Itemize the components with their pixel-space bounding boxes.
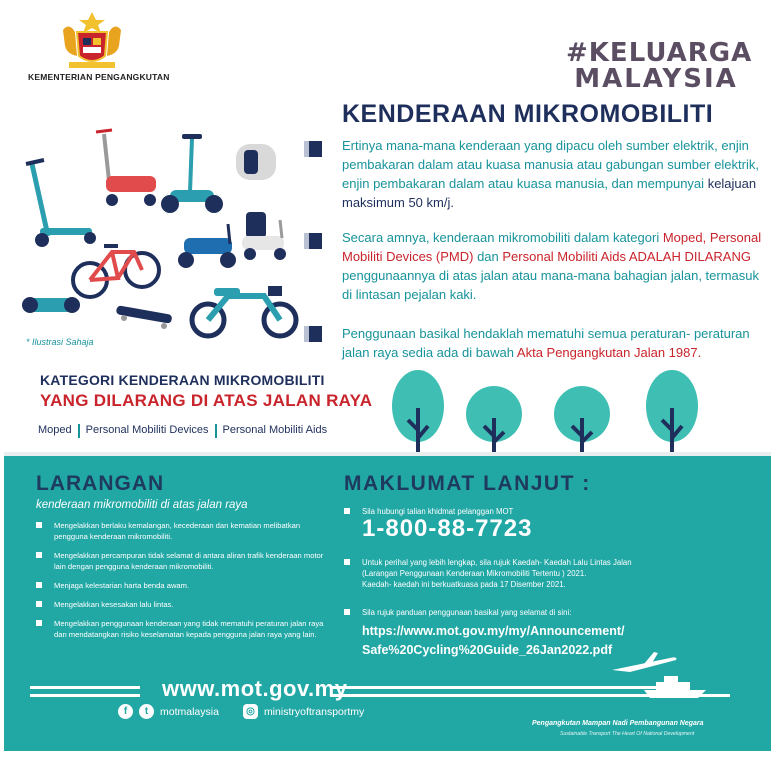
- list-item: Menjaga kelestarian harta benda awam.: [36, 580, 334, 591]
- bullet-square-icon: [304, 326, 322, 342]
- page-title: KENDERAAN MIKROMOBILITI: [342, 100, 714, 128]
- decor-stripe: [30, 694, 140, 697]
- list-item: Mengelakkan kesesakan lalu lintas.: [36, 599, 334, 610]
- social-handles: [118, 704, 364, 719]
- definition-paragraph: [342, 136, 762, 212]
- category-title: KATEGORI KENDERAAN MIKROMOBILITI: [40, 372, 325, 388]
- rules-line: Kaedah- kaedah ini berkuatkuasa pada 17 Disember 2021.: [362, 580, 566, 589]
- guide-label: Sila rujuk panduan penggunaan basikal yang selamat di sini:: [344, 607, 744, 618]
- category-subtitle: YANG DILARANG DI ATAS JALAN RAYA: [40, 391, 373, 410]
- moped-icon: [178, 224, 236, 268]
- campaign-line2: MALAYSIA: [574, 64, 738, 94]
- moped-highlight: Moped,: [662, 230, 707, 245]
- skateboard-icon: [116, 305, 173, 329]
- tree-icon: [646, 370, 698, 458]
- trees-illustration: [390, 368, 770, 458]
- decor-stripe: [330, 686, 690, 689]
- list-item: Mengelakkan berlaku kemalangan, kecederaan dan kematian melibatkan pengguna kenderaan mikromobiliti.: [36, 520, 334, 542]
- larangan-list: [36, 520, 334, 648]
- bullet-square-icon: [304, 233, 322, 249]
- rules-line: Untuk perihal yang lebih lengkap, sila rujuk Kaedah- Kaedah Lalu Lintas Jalan: [362, 558, 632, 567]
- scooter-icon: [96, 130, 156, 206]
- tree-icon: [554, 386, 610, 458]
- larangan-subtitle: kenderaan mikromobiliti di atas jalan raya: [36, 499, 248, 511]
- prohibition-paragraph: [342, 228, 762, 304]
- max-speed-text: kelajuan maksimum 50 km/j.: [342, 176, 757, 210]
- tree-icon: [466, 386, 522, 458]
- act-highlight: Akta Pengangkutan Jalan 1987.: [516, 345, 702, 360]
- rules-info: [344, 557, 744, 590]
- separator: [78, 424, 80, 438]
- mobility-scooter-icon: [242, 212, 286, 260]
- unicycle-icon: [236, 144, 276, 180]
- moped-icon: [192, 286, 296, 336]
- twitter-icon[interactable]: t: [139, 704, 154, 719]
- ministry-name: KEMENTERIAN PENGANGKUTAN: [28, 72, 170, 82]
- guide-link-line[interactable]: Safe%20Cycling%20Guide_26Jan2022.pdf: [362, 643, 613, 657]
- keluarga-malaysia-logo: [566, 38, 753, 94]
- crest-icon: [55, 10, 129, 72]
- decor-stripe: [30, 686, 140, 689]
- bicycle-icon: [73, 244, 159, 297]
- definition-text: Ertinya mana-mana kenderaan yang dipacu oleh sumber elektrik, enjin pembakaran dalam atau kuasa manusia atau gabungan sumber elektrik, enjin pembakaran dalam atau kuasa manusia, dan mempunyai: [342, 138, 759, 191]
- maklumat-title: MAKLUMAT LANJUT :: [344, 472, 591, 495]
- rules-line: (Larangan Penggunaan Kenderaan Mikromobiliti Tertentu ) 2021.: [362, 569, 587, 578]
- hoverboard-icon: [22, 297, 80, 313]
- campaign-line1: #KELUARGA: [566, 38, 753, 68]
- prohibited-highlight: ADALAH DILARANG: [625, 249, 751, 264]
- larangan-title: LARANGAN: [36, 472, 165, 495]
- footer-tagline-english: Sustainable Transport The Heart Of National Development: [560, 731, 695, 737]
- guide-link-line[interactable]: https://www.mot.gov.my/my/Announcement/: [362, 624, 625, 638]
- separator: [215, 424, 217, 438]
- prohibition-rest-text: penggunaannya di atas jalan atau mana-mana bahagian jalan, termasuk di lintasan pejalan kaki.: [342, 268, 760, 302]
- and-text: dan: [473, 249, 503, 264]
- tree-icon: [392, 370, 444, 458]
- pma-highlight: Personal Mobiliti Aids: [502, 249, 626, 264]
- bicycle-paragraph: [342, 324, 762, 362]
- pmd-highlight: Personal Mobiliti Devices (PMD): [342, 230, 762, 264]
- bullet-square-icon: [304, 141, 322, 157]
- ship-icon: [640, 672, 710, 702]
- category-item: Personal Mobiliti Devices: [85, 424, 209, 436]
- list-item: Mengelakkan penggunaan kenderaan yang tidak mematuhi peraturan jalan raya dan mendatangkan risiko keselamatan kepada pengguna jalan raya yang lain.: [36, 618, 334, 640]
- list-item: Mengelakkan percampuran tidak selamat di antara aliran trafik kenderaan motor lain dengan pengguna kenderaan mikromobiliti.: [36, 550, 334, 572]
- facebook-icon[interactable]: f: [118, 704, 133, 719]
- fb-twitter-handle[interactable]: motmalaysia: [160, 705, 219, 718]
- category-item: Personal Mobiliti Aids: [222, 424, 328, 436]
- scooter-icon: [26, 160, 96, 247]
- illustration-note: * Ilustrasi Sahaja: [26, 337, 94, 347]
- guide-link[interactable]: [362, 622, 625, 660]
- micromobility-illustration: [18, 120, 318, 350]
- bicycle-rule-text: Penggunaan basikal hendaklah mematuhi semua peraturan- peraturan jalan raya sedia ada di bawah: [342, 326, 750, 360]
- instagram-handle[interactable]: ministryoftransportmy: [263, 705, 365, 718]
- category-item: Moped: [38, 424, 72, 436]
- segway-icon: [161, 134, 223, 213]
- hotline-number[interactable]: 1-800-88-7723: [362, 515, 533, 542]
- hotline-label: Sila hubungi talian khidmat pelanggan MOT: [344, 506, 744, 517]
- website-link[interactable]: www.mot.gov.my: [162, 676, 348, 701]
- instagram-icon[interactable]: ◎: [243, 704, 258, 719]
- category-list: [38, 424, 327, 438]
- prohibition-text: Secara amnya, kenderaan mikromobiliti dalam kategori: [342, 230, 663, 245]
- footer-tagline: Pengangkutan Mampan Nadi Pembangunan Negara: [532, 720, 704, 727]
